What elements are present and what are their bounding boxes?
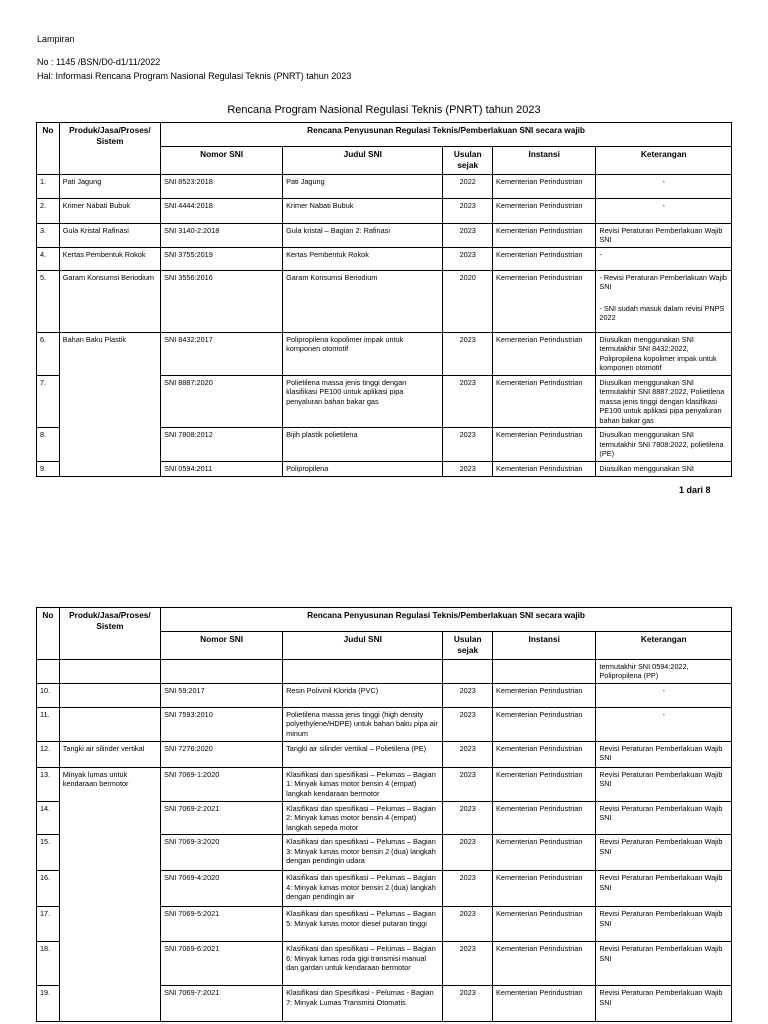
cell-judul: Gula kristal – Bagian 2: Rafinasi	[283, 224, 443, 248]
cell-instansi: Kementerian Perindustrian	[493, 801, 596, 834]
cell-usulan: 2023	[443, 199, 493, 224]
cell-usulan: 2023	[443, 741, 493, 767]
cell-no: 18.	[37, 942, 60, 986]
cell-usulan: 2023	[443, 907, 493, 942]
cell-usulan	[443, 660, 493, 684]
cell-judul: Bijih plastik polietilena	[283, 428, 443, 462]
cell-instansi: Kementerian Perindustrian	[493, 376, 596, 428]
cell-nomor: SNI 7276:2020	[161, 741, 283, 767]
table-row	[37, 271, 732, 333]
cell-usulan: 2023	[443, 248, 493, 271]
cell-instansi: Kementerian Perindustrian	[493, 942, 596, 986]
letter-subject: Hal: Informasi Rencana Program Nasional Regulasi Teknis (PNRT) tahun 2023	[37, 71, 352, 81]
page-number: 1 dari 8	[679, 485, 711, 495]
cell-nomor	[161, 660, 283, 684]
cell-produk: Garam Konsumsi Beriodium	[59, 271, 160, 333]
cell-no: 7.	[37, 376, 60, 428]
header-produk: Produk/Jasa/Proses/ Sistem	[59, 123, 160, 175]
cell-keterangan: Diusulkan menggunakan SNI	[596, 462, 732, 476]
cell-instansi: Kementerian Perindustrian	[493, 986, 596, 1022]
cell-nomor: SNI 3140-2:2018	[161, 224, 283, 248]
cell-nomor: SNI 7069-4:2020	[161, 871, 283, 907]
cell-produk	[59, 660, 160, 684]
cell-instansi: Kementerian Perindustrian	[493, 871, 596, 907]
cell-usulan: 2022	[443, 175, 493, 199]
cell-keterangan: -	[596, 683, 732, 707]
document-page-2	[0, 600, 768, 1024]
cell-usulan: 2023	[443, 683, 493, 707]
keterangan-bullet: - SNI sudah masuk dalam revisi PNPS 2022	[599, 303, 725, 323]
cell-keterangan: Revisi Peraturan Pemberlakuan Wajib SNI	[596, 224, 732, 248]
cell-nomor: SNI 8432:2017	[161, 333, 283, 376]
cell-nomor: SNI 59:2017	[161, 683, 283, 707]
cell-instansi: Kementerian Perindustrian	[493, 767, 596, 801]
table-row	[37, 224, 732, 248]
cell-usulan: 2023	[443, 942, 493, 986]
cell-instansi: Kementerian Perindustrian	[493, 741, 596, 767]
cell-judul: Krimer Nabati Bubuk	[283, 199, 443, 224]
pnrt-table-page-1	[36, 122, 732, 477]
cell-no	[37, 660, 60, 684]
cell-no: 16.	[37, 871, 60, 907]
cell-nomor: SNI 7069-5:2021	[161, 907, 283, 942]
header-no: No	[37, 123, 60, 175]
cell-no: 5.	[37, 271, 60, 333]
cell-no: 3.	[37, 224, 60, 248]
cell-usulan: 2023	[443, 767, 493, 801]
cell-judul: Klasifikasi dan spesifikasi – Pelumas – Bagian 4: Minyak lumas motor bensin 2 (dua) langkah dengan pendingin air	[283, 871, 443, 907]
cell-keterangan: Revisi Peraturan Pemberlakuan Wajib SNI	[596, 907, 732, 942]
cell-nomor: SNI 8887:2020	[161, 376, 283, 428]
header-usulan: Usulan sejak	[443, 632, 493, 660]
header-keterangan: Keterangan	[596, 147, 732, 175]
cell-no: 10.	[37, 683, 60, 707]
cell-judul: Resin Polivinil Klorida (PVC)	[283, 683, 443, 707]
cell-usulan: 2023	[443, 376, 493, 428]
table-row-continued	[37, 660, 732, 684]
cell-keterangan	[596, 271, 732, 333]
cell-keterangan: Diusulkan menggunakan SNI termutakhir SNI 7808:2022, polietilena (PE)	[596, 428, 732, 462]
cell-no: 2.	[37, 199, 60, 224]
cell-judul: Klasifikasi dan spesifikasi – Pelumas – Bagian 6: Minyak lumas roda gigi transmisi manual dan gardan untuk kendaraan bermotor	[283, 942, 443, 986]
cell-instansi	[493, 660, 596, 684]
table-row	[37, 707, 732, 741]
pnrt-table-page-2	[36, 607, 732, 1022]
cell-usulan: 2023	[443, 801, 493, 834]
cell-judul: Klasifikasi dan Spesifikasi - Pelumas - Bagian 7: Minyak Lumas Transmisi Otomatis	[283, 986, 443, 1022]
cell-nomor: SNI 7593:2010	[161, 707, 283, 741]
cell-judul: Klasifikasi dan spesifikasi – Pelumas – Bagian 5: Minyak lumas motor diesel putaran tinggi	[283, 907, 443, 942]
cell-produk: Krimer Nabati Bubuk	[59, 199, 160, 224]
document-title: Rencana Program Nasional Regulasi Teknis (PNRT) tahun 2023	[227, 104, 541, 116]
cell-no: 4.	[37, 248, 60, 271]
letter-number: No : 1145 /BSN/D0-d1/11/2022	[37, 57, 161, 67]
cell-nomor: SNI 7069-6:2021	[161, 942, 283, 986]
lampiran-label: Lampiran	[37, 34, 75, 44]
cell-keterangan: -	[596, 248, 732, 271]
cell-keterangan: Revisi Peraturan Pemberlakuan Wajib SNI	[596, 767, 732, 801]
cell-no: 12.	[37, 741, 60, 767]
table-row	[37, 199, 732, 224]
cell-no: 11.	[37, 707, 60, 741]
header-keterangan: Keterangan	[596, 632, 732, 660]
header-judul-sni: Judul SNI	[283, 632, 443, 660]
table-row	[37, 683, 732, 707]
cell-produk: Gula Kristal Rafinasi	[59, 224, 160, 248]
cell-produk	[59, 683, 160, 707]
table-header-row	[37, 123, 732, 147]
cell-instansi: Kementerian Perindustrian	[493, 835, 596, 871]
header-instansi: Instansi	[493, 632, 596, 660]
cell-judul: Polietilena massa jenis tinggi (high density polyethylene/HDPE) untuk bahan baku pipa air minum	[283, 707, 443, 741]
cell-no: 17.	[37, 907, 60, 942]
cell-nomor: SNI 8523:2018	[161, 175, 283, 199]
cell-keterangan: termutakhir SNI 0594:2022, Polipropilena (PP)	[596, 660, 732, 684]
cell-no: 1.	[37, 175, 60, 199]
table-header-row	[37, 608, 732, 632]
cell-judul: Polietilena massa jenis tinggi dengan klasifikasi PE100 untuk aplikasi pipa penyaluran bahan bakar gas	[283, 376, 443, 428]
cell-instansi: Kementerian Perindustrian	[493, 199, 596, 224]
cell-no: 8.	[37, 428, 60, 462]
cell-keterangan: -	[596, 707, 732, 741]
cell-no: 9.	[37, 462, 60, 476]
keterangan-bullet: - Revisi Peraturan Pemberlakuan Wajib SNI	[599, 273, 727, 292]
cell-judul: Kertas Pembentuk Rokok	[283, 248, 443, 271]
cell-judul: Klasifikasi dan spesifikasi – Pelumas – Bagian 1: Minyak lumas motor bensin 4 (empat) langkah kendaraan bermotor	[283, 767, 443, 801]
cell-instansi: Kementerian Perindustrian	[493, 248, 596, 271]
cell-nomor: SNI 3556:2016	[161, 271, 283, 333]
cell-judul: Klasifikasi dan spesifikasi – Pelumas – Bagian 3: Minyak lumas motor bensin 2 (dua) langkah dengan pendingin udara	[283, 835, 443, 871]
cell-keterangan: -	[596, 199, 732, 224]
cell-no: 6.	[37, 333, 60, 376]
cell-nomor: SNI 7069-1:2020	[161, 767, 283, 801]
table-row	[37, 175, 732, 199]
cell-instansi: Kementerian Perindustrian	[493, 271, 596, 333]
cell-keterangan: Revisi Peraturan Pemberlakuan Wajib SNI	[596, 986, 732, 1022]
cell-usulan: 2023	[443, 835, 493, 871]
cell-no: 15.	[37, 835, 60, 871]
cell-usulan: 2023	[443, 428, 493, 462]
cell-produk: Tangki air silinder vertikal	[59, 741, 160, 767]
cell-keterangan: Diusulkan menggunakan SNI termutakhir SNI 8887:2022, Polietilena massa jenis tinggi dengan klasifikasi PE100 untuk aplikasi pipa penyaluran bahan bakar gas	[596, 376, 732, 428]
cell-keterangan: Revisi Peraturan Pemberlakuan Wajib SNI	[596, 871, 732, 907]
cell-instansi: Kementerian Perindustrian	[493, 224, 596, 248]
header-group: Rencana Penyusunan Regulasi Teknis/Pemberlakuan SNI secara wajib	[161, 608, 732, 632]
cell-instansi: Kementerian Perindustrian	[493, 462, 596, 476]
cell-nomor: SNI 7069-3:2020	[161, 835, 283, 871]
cell-judul: Polipropilena	[283, 462, 443, 476]
cell-nomor: SNI 7069-7:2021	[161, 986, 283, 1022]
cell-judul: Garam Konsumsi Beriodium	[283, 271, 443, 333]
cell-judul: Klasifikasi dan spesifikasi – Pelumas – Bagian 2: Minyak lumas motor bensin 4 (empat) langkah sepeda motor	[283, 801, 443, 834]
cell-nomor: SNI 0594:2011	[161, 462, 283, 476]
cell-produk: Bahan Baku Plastik	[59, 333, 160, 477]
cell-produk: Kertas Pembentuk Rokok	[59, 248, 160, 271]
cell-usulan: 2020	[443, 271, 493, 333]
cell-no: 13.	[37, 767, 60, 801]
cell-usulan: 2023	[443, 707, 493, 741]
cell-nomor: SNI 4444:2018	[161, 199, 283, 224]
cell-no: 14.	[37, 801, 60, 834]
table-row	[37, 248, 732, 271]
cell-judul	[283, 660, 443, 684]
header-judul-sni: Judul SNI	[283, 147, 443, 175]
table-row	[37, 741, 732, 767]
table-row	[37, 333, 732, 376]
cell-produk: Pati Jagung	[59, 175, 160, 199]
header-instansi: Instansi	[493, 147, 596, 175]
cell-no: 19.	[37, 986, 60, 1022]
cell-produk	[59, 707, 160, 741]
cell-nomor: SNI 3755:2019	[161, 248, 283, 271]
cell-keterangan: Revisi Peraturan Pemberlakuan Wajib SNI	[596, 942, 732, 986]
cell-keterangan: -	[596, 175, 732, 199]
cell-usulan: 2023	[443, 871, 493, 907]
cell-instansi: Kementerian Perindustrian	[493, 907, 596, 942]
cell-judul: Pati Jagung	[283, 175, 443, 199]
header-usulan: Usulan sejak	[443, 147, 493, 175]
cell-instansi: Kementerian Perindustrian	[493, 707, 596, 741]
cell-keterangan: Revisi Peraturan Pemberlakuan Wajib SNI	[596, 835, 732, 871]
header-nomor-sni: Nomor SNI	[161, 147, 283, 175]
cell-produk: Minyak lumas untuk kendaraan bermotor	[59, 767, 160, 1021]
header-produk: Produk/Jasa/Proses/ Sistem	[59, 608, 160, 660]
cell-judul: Polipropilena kopolimer impak untuk komponen otomotif	[283, 333, 443, 376]
cell-nomor: SNI 7808:2012	[161, 428, 283, 462]
cell-instansi: Kementerian Perindustrian	[493, 333, 596, 376]
cell-keterangan: Revisi Peraturan Pemberlakuan Wajib SNI	[596, 741, 732, 767]
cell-usulan: 2023	[443, 224, 493, 248]
cell-keterangan: Diusulkan menggunakan SNI termutakhir SNI 8432:2022, Polipropilena kopolimer impak untuk komponen otomotif	[596, 333, 732, 376]
cell-keterangan: Revisi Peraturan Pemberlakuan Wajib SNI	[596, 801, 732, 834]
cell-instansi: Kementerian Perindustrian	[493, 683, 596, 707]
cell-nomor: SNI 7069-2:2021	[161, 801, 283, 834]
cell-usulan: 2023	[443, 986, 493, 1022]
cell-usulan: 2023	[443, 462, 493, 476]
cell-usulan: 2023	[443, 333, 493, 376]
cell-judul: Tangki air silinder vertikal – Polietilena (PE)	[283, 741, 443, 767]
cell-instansi: Kementerian Perindustrian	[493, 428, 596, 462]
cell-instansi: Kementerian Perindustrian	[493, 175, 596, 199]
header-group: Rencana Penyusunan Regulasi Teknis/Pemberlakuan SNI secara wajib	[161, 123, 732, 147]
table-row	[37, 767, 732, 801]
header-no: No	[37, 608, 60, 660]
header-nomor-sni: Nomor SNI	[161, 632, 283, 660]
